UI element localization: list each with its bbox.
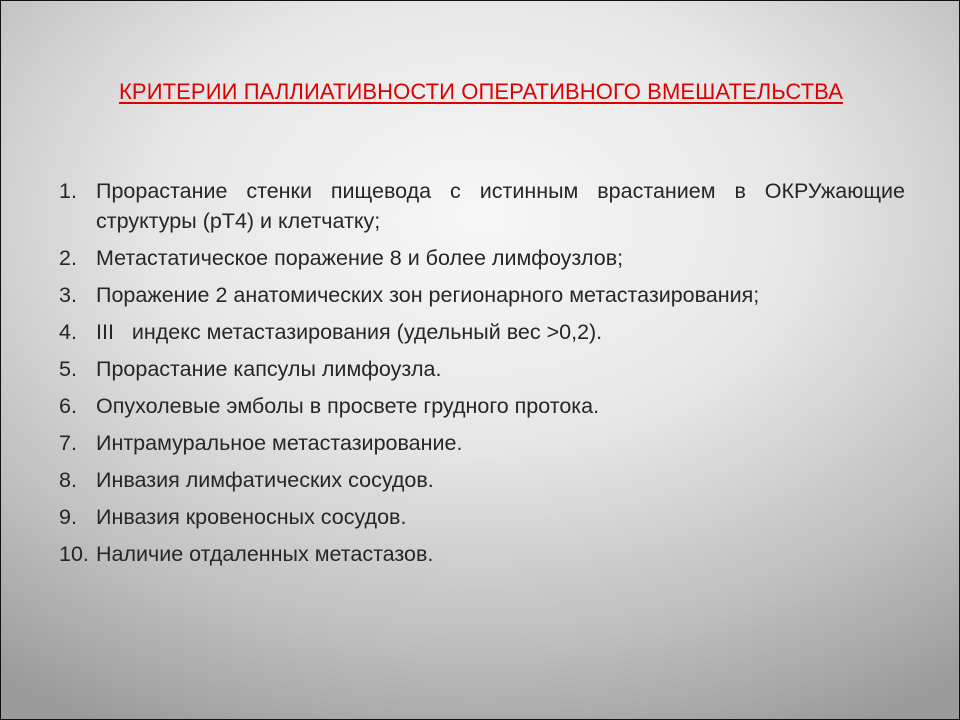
list-item (59, 391, 905, 421)
list-item-text: Наличие отдаленных метастазов. (96, 542, 434, 566)
list-item-text: Интрамуральное метастазирование. (96, 431, 463, 455)
list-item-number: 7. (59, 431, 77, 455)
list-item-number: 6. (59, 394, 77, 418)
list-item-number: 8. (59, 468, 77, 492)
list-item (59, 428, 905, 458)
list-item (59, 354, 905, 384)
list-item (59, 539, 905, 569)
list-item (59, 280, 905, 310)
list-item-number: 4. (59, 320, 77, 344)
list-item-text: Инвазия лимфатических сосудов. (96, 468, 434, 492)
criteria-list (59, 176, 905, 576)
list-item-number: 2. (59, 246, 77, 270)
list-item-number: 3. (59, 283, 77, 307)
list-item-number: 5. (59, 357, 77, 381)
list-item-text: Прорастание стенки пищевода с истинным врастанием в ОКРУжающие структуры (рТ4) и клетчатку; (96, 179, 905, 233)
list-item-number: 10. (59, 542, 89, 566)
list-item (59, 176, 905, 236)
list-item-text: Инвазия кровеносных сосудов. (96, 505, 407, 529)
list-item (59, 465, 905, 495)
list-item (59, 243, 905, 273)
list-item-text: Метастатическое поражение 8 и более лимфоузлов; (96, 246, 624, 270)
list-item (59, 317, 905, 347)
list-item-text: Опухолевые эмболы в просвете грудного протока. (96, 394, 600, 418)
slide-title: КРИТЕРИИ ПАЛЛИАТИВНОСТИ ОПЕРАТИВНОГО ВМЕШАТЕЛЬСТВА (119, 79, 843, 104)
list-item-number: 9. (59, 505, 77, 529)
list-item-text: III индекс метастазирования (удельный вес >0,2). (96, 320, 603, 344)
list-item-number: 1. (59, 179, 77, 203)
list-item-text: Прорастание капсулы лимфоузла. (96, 357, 442, 381)
list-item-text: Поражение 2 анатомических зон регионарного метастазирования; (96, 283, 760, 307)
list-item (59, 502, 905, 532)
